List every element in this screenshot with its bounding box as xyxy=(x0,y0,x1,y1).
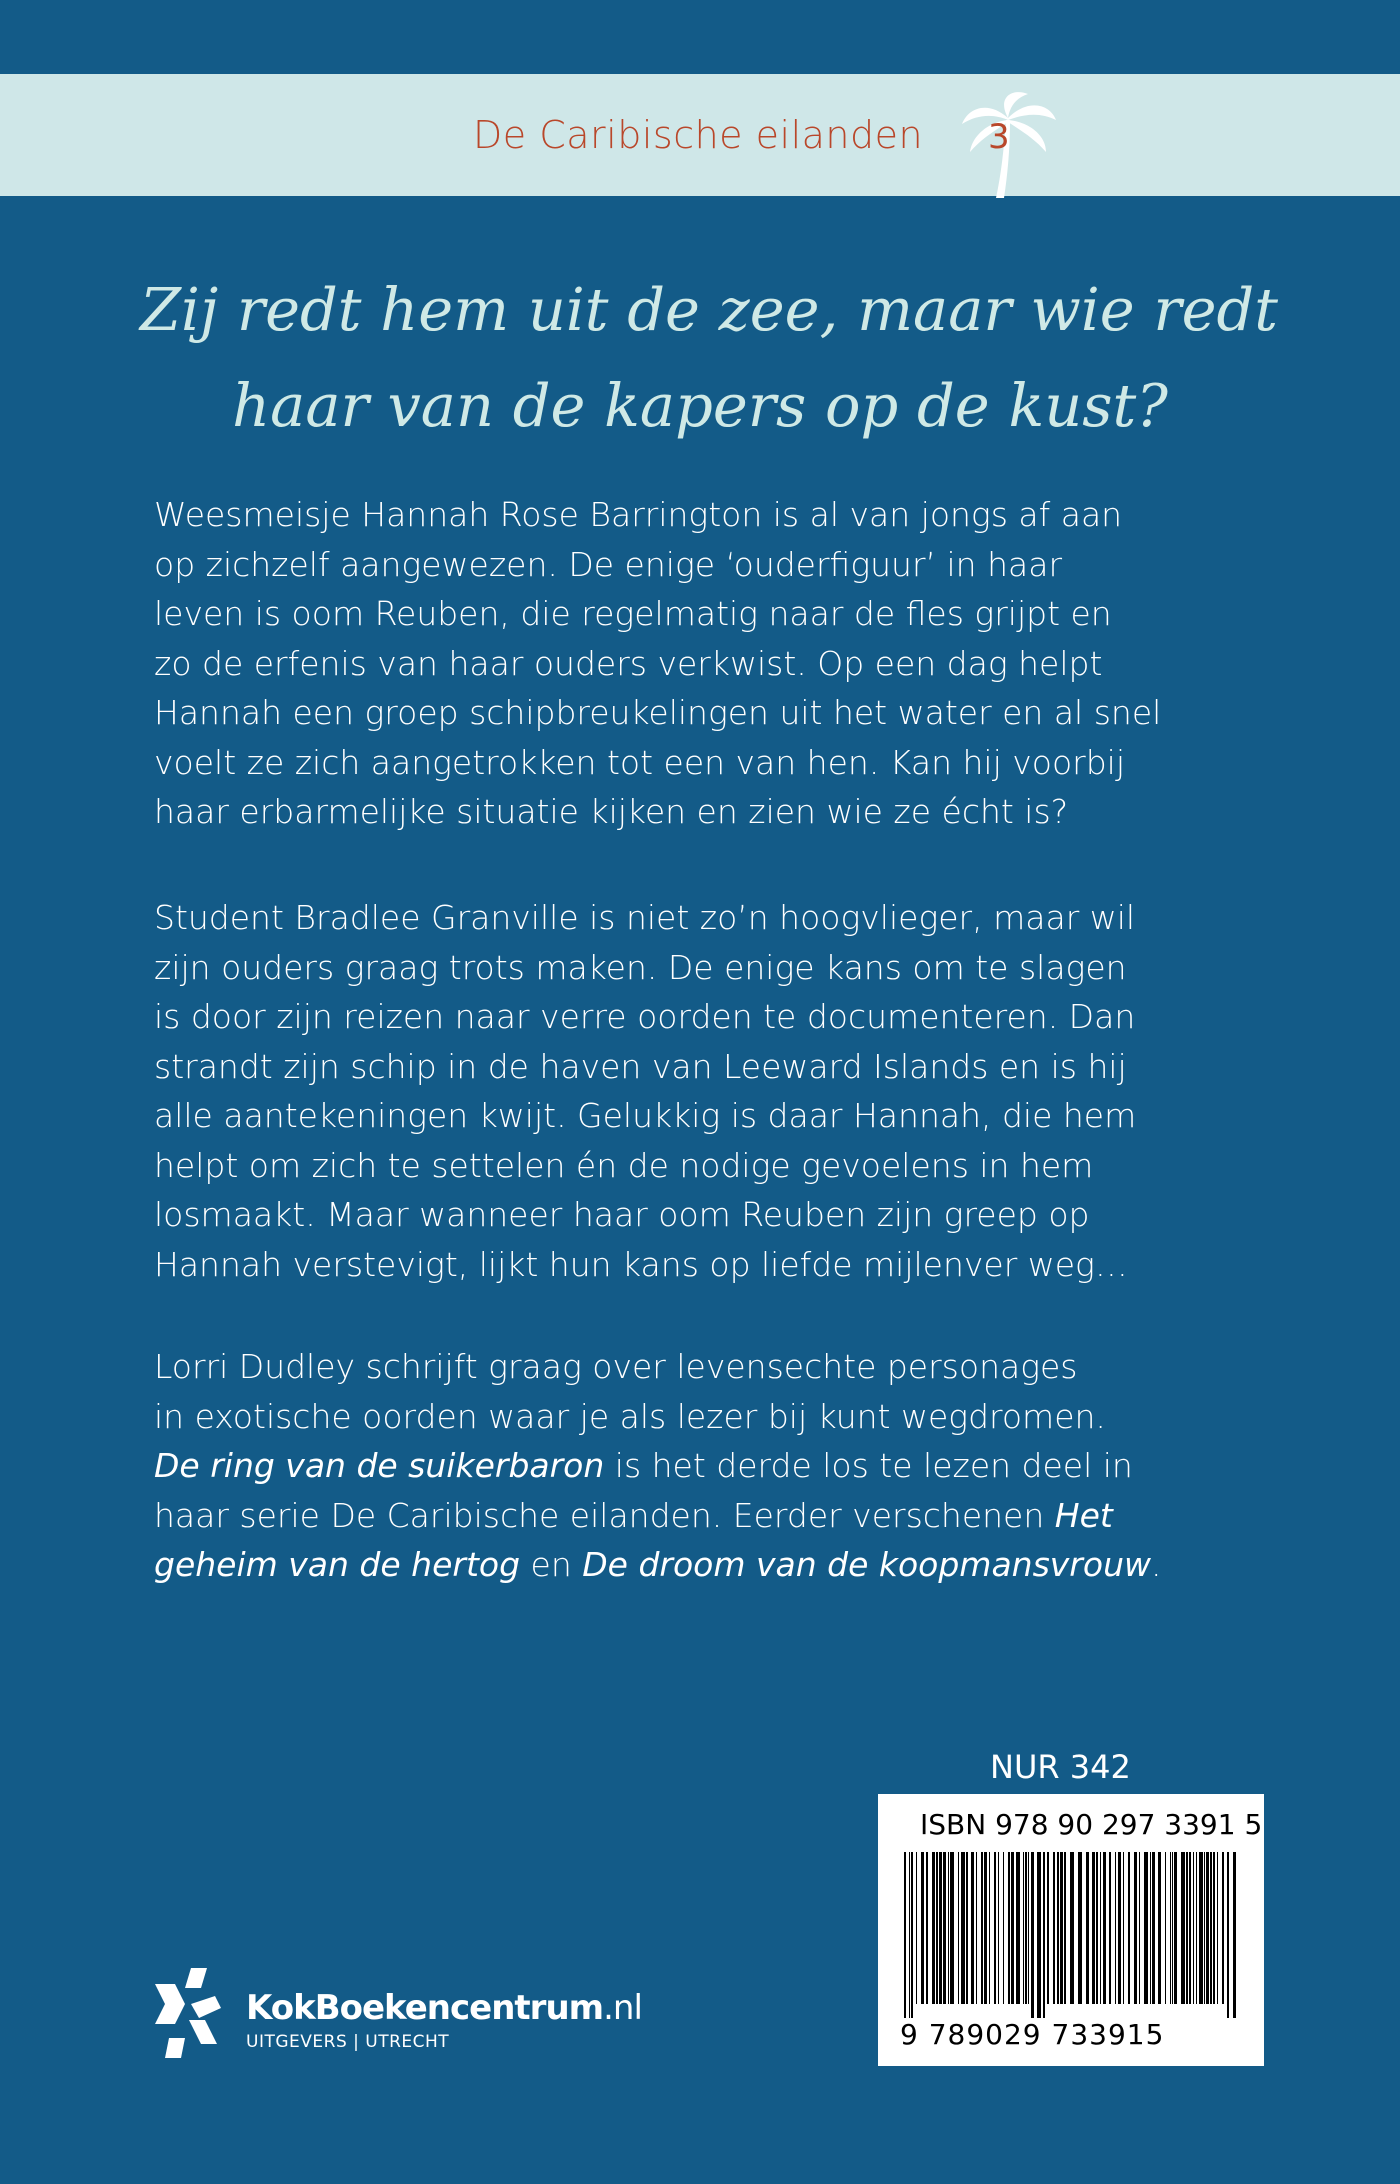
text-line: strandt zijn schip in de haven van Leeward Islands en is hij xyxy=(154,1046,1127,1086)
tagline-line: Zij redt hem uit de zee, maar wie redt xyxy=(140,275,1278,344)
publisher-name xyxy=(246,1988,642,2028)
text-line: Hannah verstevigt, lijkt hun kans op liefde mijlenver weg… xyxy=(154,1244,1128,1284)
text-line: in exotische oorden waar je als lezer bij kunt wegdromen. xyxy=(154,1396,1106,1436)
author-paragraph xyxy=(154,1342,1264,1590)
text-line: Student Bradlee Granville is niet zo’n hoogvlieger, maar wil xyxy=(154,898,1136,937)
nur-code: NUR 342 xyxy=(990,1748,1131,1786)
text-line: is door zijn reizen naar verre oorden te documenteren. Dan xyxy=(154,997,1136,1036)
isbn-label: ISBN 978 90 297 3391 5 xyxy=(920,1808,1263,1841)
text-line: Lorri Dudley schrijft graag over levensechte personages xyxy=(154,1347,1078,1386)
publisher-subtitle: UITGEVERS | UTRECHT xyxy=(246,2032,450,2052)
tagline-line: haar van de kapers op de kust? xyxy=(232,371,1168,440)
barcode-digits: 9 789029 733915 xyxy=(900,2018,1165,2051)
text-line xyxy=(154,1540,1264,1590)
barcode-icon xyxy=(900,1852,1240,2018)
text-span: haar serie De Caribische eilanden. Eerder verschenen xyxy=(154,1495,1055,1535)
text-line xyxy=(154,1491,1264,1541)
synopsis-paragraph-1 xyxy=(154,490,1264,837)
book-title: De ring van de suikerbaron xyxy=(154,1446,605,1485)
book-title: geheim van de hertog xyxy=(154,1545,521,1584)
text-line: leven is oom Reuben, die regelmatig naar de fles grijpt en xyxy=(154,594,1112,633)
text-line: alle aantekeningen kwijt. Gelukkig is daar Hannah, die hem xyxy=(154,1096,1137,1135)
publisher-name-tld: .nl xyxy=(603,1988,642,2028)
tagline xyxy=(140,262,1278,454)
text-line: Hannah een groep schipbreukelingen uit het water en al snel xyxy=(154,693,1162,732)
text-span: en xyxy=(520,1545,583,1584)
text-line: haar erbarmelijke situatie kijken en zien wie ze écht is? xyxy=(154,792,1069,831)
book-title: Het xyxy=(1054,1495,1113,1535)
publisher-logo-icon xyxy=(155,1968,221,2060)
text-line: Weesmeisje Hannah Rose Barrington is al van jongs af aan xyxy=(154,495,1123,534)
text-line xyxy=(154,1441,1264,1491)
text-line: zijn ouders graag trots maken. De enige kans om te slagen xyxy=(154,947,1127,987)
series-title: De Caribische eilanden xyxy=(473,113,924,157)
book-title: De droom van de koopmansvrouw xyxy=(582,1545,1151,1584)
text-line: helpt om zich te settelen én de nodige gevoelens in hem xyxy=(154,1145,1094,1185)
text-line: zo de erfenis van haar ouders verkwist. Op een dag helpt xyxy=(154,643,1103,683)
barcode-box xyxy=(878,1794,1264,2066)
text-span: is het derde los te lezen deel in xyxy=(604,1446,1133,1485)
text-line: op zichzelf aangewezen. De enige ‘ouderfiguur’ in haar xyxy=(154,544,1063,584)
series-number: 3 xyxy=(988,117,1010,157)
publisher-name-main: KokBoekencentrum xyxy=(246,1988,604,2028)
text-line: losmaakt. Maar wanneer haar oom Reuben zijn greep op xyxy=(154,1195,1090,1234)
synopsis-paragraph-2 xyxy=(154,893,1264,1289)
text-span: . xyxy=(1150,1545,1162,1584)
text-line: voelt ze zich aangetrokken tot een van hen. Kan hij voorbij xyxy=(154,742,1125,782)
